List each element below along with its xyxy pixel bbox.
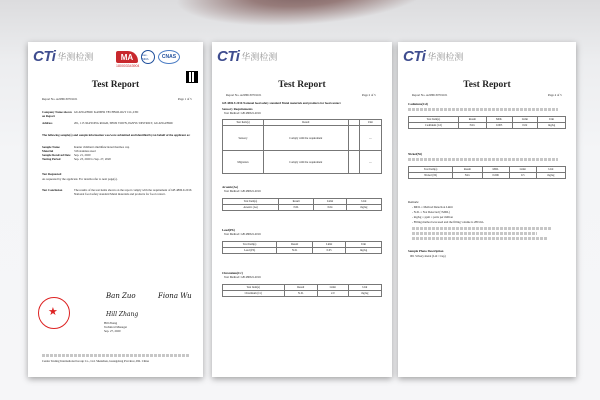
cti-logo-chinese: 华测检测: [57, 52, 94, 63]
cadmium-method-line: [408, 108, 558, 111]
lead-method: Test Method: GB 4806.9-2016: [224, 232, 261, 236]
table-row: Chromium (Cr) N.D. 2.0 mg/kg: [223, 291, 382, 297]
report-page-2: [212, 42, 392, 377]
nickel-table: [408, 166, 566, 179]
cadmium-section: Cadmium(Cd): [408, 102, 428, 106]
table-row: Arsenic (As) N.D. 0.04 mg/kg: [223, 205, 382, 211]
standard-title: GB 4806.9-2016 National food safety standard Metal materials and products for food contact: [222, 101, 341, 105]
test-requested-row: Test Requested: [42, 172, 62, 176]
ilac-mark: ilac-MRA: [141, 50, 155, 64]
nickel-method-line: [408, 158, 558, 161]
cadmium-table: [408, 116, 566, 129]
remark-line: [412, 237, 547, 240]
sample-name-row: Sample Name Kanier children's multifunctional thermos cup: [42, 145, 130, 149]
report-number: Report No. A2280130701101: [412, 93, 448, 97]
report-page-1: [28, 42, 203, 377]
ma-mark: MA: [116, 51, 138, 63]
info-note: The following sample(s) and sample information was/were submitted and identified by/on behalf of the applicant as:: [42, 133, 191, 137]
signer-role: Technical Manager: [104, 325, 128, 329]
chromium-section: Chromium(Cr): [222, 271, 243, 275]
cti-logo: [217, 47, 277, 65]
remark-note: - Filling method was used and the filling volume is 280 mL.: [412, 220, 485, 224]
ma-code: 180003343904: [116, 64, 140, 68]
signature-1: Ban Zuo: [106, 292, 136, 300]
sensory-table: [222, 119, 382, 174]
arsenic-section: Arsenic(As): [222, 185, 239, 189]
report-title: Test Report: [91, 80, 140, 90]
cti-logo-text: CTi: [217, 47, 240, 65]
remark-line: [412, 227, 552, 230]
footer-text: Centre Testing International Group Co., Ltd. Shenzhen, Guangdong Province, P.R. China: [42, 359, 149, 363]
table-row: Cadmium (Cd) N.D. 0.005 0.02 mg/kg: [409, 123, 566, 129]
table-header-row: Test Item(s) Result Limit Unit: [223, 199, 382, 205]
footer-rule: [42, 354, 190, 357]
cnas-mark: CNAS: [158, 50, 180, 64]
cti-logo-text: CTi: [33, 47, 56, 65]
signature-2: Fiona Wu: [158, 292, 192, 300]
test-conclusion-text: The results of the test items shown on the report comply with the requirement of GB 4806.9-2016 National food safety standard Metal materials and products for food contact.: [74, 188, 192, 196]
table-header-row: Test Item(s) Result MDL Limit Unit: [409, 167, 566, 173]
cti-logo: [403, 47, 463, 65]
testing-period-row: Testing Period Sep. 23, 2020 to Sep. 27, 2020: [42, 157, 111, 161]
cti-logo-chinese: 华测检测: [241, 52, 278, 63]
sample-photo-row: 001 Silvery metal (Lid / Cup): [410, 254, 446, 258]
remark-note: - MDL = Method Detection Limit: [412, 205, 453, 209]
test-requested-text: As requested by the applicant. For details refer to next page(s).: [42, 177, 118, 181]
table-header-row: Test Item(s) Result Limit Unit: [223, 285, 382, 291]
table-row: Nickel (Ni) N.D. 0.006 0.5 mg/kg: [409, 173, 566, 179]
remark-note: - mg/kg = ppm = parts per million: [412, 215, 453, 219]
company-seal-stamp: [38, 297, 70, 329]
test-conclusion-row: Test Conclusion The results of the test items shown on the report comply with the requirement of GB 4806.9-2016 National food safety standard Metal materials and products for food contact.: [42, 188, 192, 196]
received-row: Sample Received Date Sep. 21, 2020: [42, 153, 91, 157]
page-number: Page 4 of 5: [548, 93, 562, 97]
cti-logo-chinese: 华测检测: [427, 52, 464, 63]
page-number: Page 2 of 5: [362, 93, 376, 97]
background-swoosh: [173, 0, 436, 34]
table-row: Migration Comply with the requirement —: [223, 151, 382, 174]
signer-name: Hill Zhang: [104, 321, 118, 325]
nickel-section: Nickel(Ni): [408, 152, 422, 156]
sensory-method: Test Method: GB 4806.9-2016: [224, 111, 261, 115]
report-number: Report No. A2280130701101: [42, 97, 78, 101]
chromium-table: [222, 284, 382, 297]
signature-3: Hill Zhang: [106, 311, 139, 318]
report-title: Test Report: [463, 80, 511, 90]
material-row: Material 316 stainless steel: [42, 149, 96, 153]
lead-table: [222, 241, 382, 254]
page-number: Page 1 of 5: [178, 97, 192, 101]
company-row: Company Name shown on Report GUANGZHOU KANIER TECHNOLOGY CO.,LTD: [42, 111, 192, 118]
sensory-section: Sensory Requirements: [222, 107, 253, 111]
arsenic-table: [222, 198, 382, 211]
table-row: Lead (Pb) N.D. 0.05 mg/kg: [223, 248, 382, 254]
table-header-row: Test Item(s) Result Unit: [223, 120, 382, 126]
arsenic-method: Test Method: GB 4806.9-2016: [224, 189, 261, 193]
sample-photo-title: Sample Photo Description: [408, 249, 444, 253]
address-row: Address 201, 115 XIAYONG ROAD, SHIZI TOWN, PANYU DISTRICT, GUANGZHOU: [42, 122, 192, 126]
report-number: Report No. A2280130701101: [226, 93, 262, 97]
remark-note: - N.D. = Not Detected (<MDL): [412, 210, 450, 214]
cti-logo: [33, 47, 93, 65]
cti-logo-text: CTi: [403, 47, 426, 65]
chromium-method: Test Method: GB 4806.9-2016: [224, 275, 261, 279]
certification-marks: [116, 50, 180, 64]
table-header-row: Test Item(s) Result Limit Unit: [223, 242, 382, 248]
remark-label: Remark:: [408, 200, 419, 204]
report-title: Test Report: [278, 80, 326, 90]
company-name: GUANGZHOU KANIER TECHNOLOGY CO.,LTD: [74, 110, 139, 114]
table-header-row: Test Item(s) Result MDL Limit Unit: [409, 117, 566, 123]
lead-section: Lead(Pb): [222, 228, 235, 232]
table-row: Sensory Comply with the requirement —: [223, 126, 382, 151]
report-page-4: [398, 42, 576, 377]
company-address: 201, 115 XIAYONG ROAD, SHIZI TOWN, PANYU DISTRICT, GUANGZHOU: [74, 121, 174, 125]
signed-date: Sep. 27, 2020: [104, 329, 121, 333]
remark-line: [412, 232, 537, 235]
